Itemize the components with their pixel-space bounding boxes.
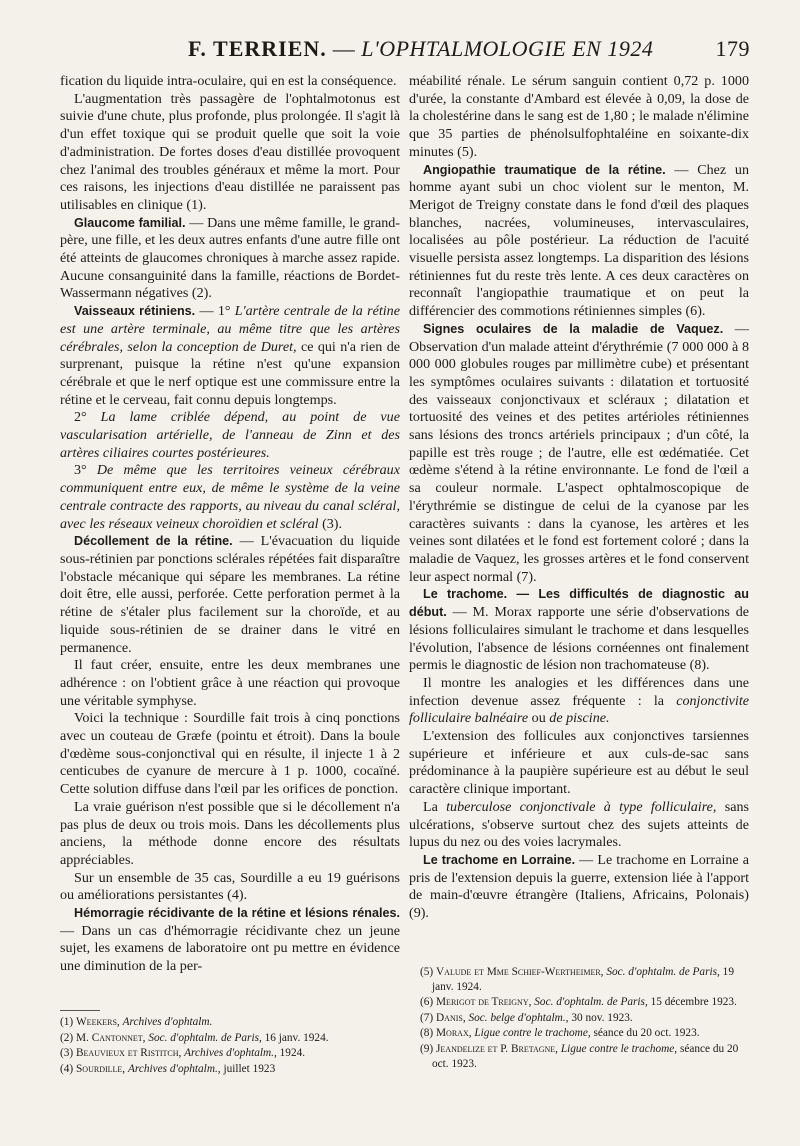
paragraph (409, 799, 749, 852)
italic-text: conjonctivite folliculaire balnéaire (409, 692, 749, 727)
footnote-date: séance du 20 oct. 1923. (432, 1042, 739, 1070)
running-title (188, 36, 653, 62)
footnote-number: (4) (60, 1062, 74, 1075)
footnote-source: Soc. d'ophtalm. de Paris, (534, 996, 648, 1009)
footnotes-right (420, 965, 755, 1072)
footnote-number: (6) (420, 996, 434, 1009)
footnote-date: 16 janv. 1924. (261, 1031, 329, 1044)
paragraph: méabilité rénale. Le sérum sanguin contient 0,72 p. 1000 d'urée, la constante d'Ambard est élevée à 0,09, la dose de la cholestérine dans le sang est de 1,80 ; le malade n'élimine que 35 parties de phénolsulfophtaléine en soixante-dix minutes (5). (409, 73, 749, 160)
section-subheading: — Les difficultés de diagnostic au début. (409, 587, 749, 620)
footnote-date: juillet 1923 (220, 1062, 276, 1075)
footnote-author: Weekers, (76, 1016, 120, 1028)
italic-text: tuberculose conjonctivale à type folliculaire, (446, 798, 717, 815)
section-hemorragie (60, 905, 400, 976)
section-angiopathie (409, 162, 749, 321)
footnote-number: (5) (420, 966, 434, 978)
section-heading: Vaisseaux rétiniens. (74, 304, 196, 319)
footnote-author: M. Cantonnet, (76, 1031, 146, 1044)
footnote-date: 19 janv. 1924. (432, 966, 734, 993)
section-text: — Chez un homme ayant subi un choc violent sur le menton, M. Merigot de Treigny constate dans le fond d'œil des plaques blanches, nacrées, volumineuses, intervasculaires, localisées au pôle postérieur. La réduction de l'acuité visuelle persista assez longtemps. La disparition des lésions rétiniennes fut du reste très lente. A ces deux caractères on reconnaît l'angiopathie traumatique et on peut la différencier des commotions rétiniennes simples (6). (409, 161, 749, 320)
reference: (3). (318, 515, 343, 532)
footnote-source: Soc. belge d'ophtalm., (468, 1011, 569, 1024)
footnote-date: 1924. (276, 1047, 306, 1060)
italic-text: La lame criblée dépend, au point de vue vascularisation artérielle, de l'anneau de Zinn et des artères ciliaires courtes postérieures. (60, 409, 400, 461)
footnote (60, 1015, 390, 1030)
section-text: — Dans un cas d'hémorragie récidivante chez un jeune sujet, les examens de laboratoire ont pu mettre en évidence une diminution de la per- (60, 922, 400, 975)
footnote-author: Merigot de Treigny, (436, 996, 532, 1009)
footnote-number: (8) (420, 1027, 434, 1040)
section-heading: Le trachome en Lorraine. (423, 852, 576, 867)
footnote-author: Sourdille, (76, 1062, 126, 1075)
footnotes-left (60, 1015, 390, 1077)
section-text: — Observation d'un malade atteint d'érythrémie (7 000 000 à 8 000 000 globules rouges par millimètre cube) et présentant les symptômes oculaires suivants : dilatation et tortuosité des vaisseaux conjonctivaux et scléraux ; dilatation et tortuosité des veines et des petites artérioles rétiniennes sans lésions des troncs artériels principaux ; d'un côté, la papille est très rouge ; de l'autre, elle est œdématiée. Cet œdème s'étend à la rétine environnante. Le fond de l'œil a sa couleur normale. L'aspect ophtalmoscopique de l'érythrémie se distingue de celui de la cyanose par les caractères suivants : dans la cyanose, les artères et les veines sont dilatées et le fond est fortement coloré ; dans la maladie de Vaquez, les grosses artères et le fond conservent leur aspect normal (7). (409, 320, 749, 585)
footnote-date: 30 nov. 1923. (568, 1011, 633, 1024)
footnote-author: Beauvieux et Ristitch, (76, 1047, 182, 1060)
item-number: 3° (74, 462, 97, 479)
text-run: La (423, 798, 447, 815)
footnote-source: Ligue contre le trachome, (474, 1027, 591, 1040)
text-run: ou (528, 710, 550, 727)
footnote-number: (3) (60, 1047, 74, 1060)
paragraph (60, 409, 400, 462)
footnote-author: Valude et Mme Schief-Wertheimer, (436, 966, 604, 978)
section-text: — M. Morax rapporte une série d'observations de lésions folliculaires simulant le trachome et dans lesquelles l'évolution, l'absence de lésions cornéennes ont finalement permis le diagnostic de lésion non trachomateuse (8). (409, 604, 749, 674)
text-run: sans ulcérations, s'observe surtout chez des sujets atteints de lupus du nez ou des voies lacrymales. (409, 798, 749, 851)
footnote (420, 1042, 755, 1071)
footnote-source: Soc. d'ophtalm. de Paris, (148, 1031, 262, 1044)
footnote (60, 1046, 390, 1061)
section-vaisseaux (60, 303, 400, 409)
italic-text: De même que les territoires veineux cérébraux communiquent entre eux, de même le système de la veine centrale contracte des rapports, au niveau du canal scléral, avec les réseaux veineux choroïdien et scléral (60, 462, 400, 532)
left-column (60, 73, 400, 976)
section-heading: Glaucome familial. (74, 215, 186, 230)
section-decollement (60, 533, 400, 657)
footnote-source: Archives d'ophtalm., (127, 1062, 221, 1075)
footnote-source: Archives d'ophtalm., (184, 1047, 277, 1060)
paragraph (409, 675, 749, 728)
footnote (420, 1026, 755, 1041)
section-heading: Le trachome. (423, 587, 508, 602)
footnote-author: Danis, (436, 1011, 466, 1024)
section-text: — L'évacuation du liquide sous-rétinien par ponctions sclérales répétées fait disparaître l'obstacle mécanique qui sépare les membranes. La rétine doit être, elle aussi, perforée. Cette perforation permet à la rétine de s'étaler plus facilement sur la choroïde, et au liquide sous-rétinien de se drainer dans le vitré en permanence. (60, 533, 400, 656)
italic-text: L'artère centrale de la rétine est une artère terminale, au même titre que les artères cérébrales, selon la conception de Duret, (60, 303, 400, 355)
right-column (409, 73, 749, 923)
text-run: Il montre les analogies et les différences dans une infection devenue assez fréquente : la (409, 674, 749, 709)
footnote-author: Jeandelize et P. Bretagne, (436, 1042, 558, 1055)
footnote-number: (9) (420, 1042, 434, 1055)
footnote-number: (7) (420, 1011, 434, 1024)
section-glaucome (60, 215, 400, 304)
section-text: ce qui n'a rien de surprenant, puisque la rétine n'est qu'une expansion cérébrale et que le nerf optique est une commissure entre la rétine et le cerveau, fait connu depuis longtemps. (60, 338, 400, 408)
footnote (420, 995, 755, 1010)
section-text: — Le trachome en Lorraine a pris de l'extension depuis la guerre, extension liée à l'apport de main-d'œuvre étrangère (Italiens, Africains, Polonais) (9). (409, 851, 749, 922)
footnote (60, 1031, 390, 1046)
paragraph: La vraie guérison n'est possible que si le décollement n'a pas plus de deux ou trois mois. Dans les décollements plus anciens, la méthode donne encore des résultats appréciables. (60, 798, 400, 868)
footnote (60, 1062, 390, 1077)
section-heading: Décollement de la rétine. (74, 534, 233, 549)
footnote-rule (60, 1010, 100, 1011)
header-book-title: L'OPHTALMOLOGIE EN 1924 (361, 36, 654, 61)
section-heading: Hémorragie récidivante de la rétine et lésions rénales. (74, 906, 400, 921)
footnote-date: séance du 20 oct. 1923. (590, 1027, 700, 1040)
footnote-source: Ligue contre le trachome, (560, 1042, 678, 1055)
section-heading: Signes oculaires de la maladie de Vaquez. (423, 321, 724, 336)
header-author: F. TERRIEN. (188, 36, 327, 61)
paragraph: fication du liquide intra-oculaire, qui en est la conséquence. (60, 73, 397, 89)
footnote-source: Archives d'ophtalm. (122, 1016, 213, 1028)
paragraph (60, 462, 400, 533)
section-vaquez (409, 321, 749, 587)
item-number: 2° (74, 409, 101, 426)
section-text: — 1° (195, 303, 235, 320)
page-number: 179 (715, 36, 750, 61)
paragraph: Voici la technique : Sourdille fait trois à cinq ponctions avec un couteau de Græfe (pointu et étroit). Dans la boule d'œdème sous-conjonctival qui en résulte, il injecte 1 à 2 centicubes de cyanure de mercure à 1 p. 1000, cocaïné. Cette solution diffuse dans l'œil par les orifices de ponction. (60, 710, 400, 798)
section-heading: Angiopathie traumatique de la rétine. (423, 162, 666, 177)
header-dash: — (332, 36, 356, 61)
italic-text: de piscine. (549, 710, 610, 727)
footnote-number: (2) (60, 1031, 74, 1044)
paragraph: Sur un ensemble de 35 cas, Sourdille a eu 19 guérisons ou améliorations persistantes (4). (60, 869, 400, 904)
footnote-number: (1) (60, 1016, 74, 1028)
paragraph: Il faut créer, ensuite, entre les deux membranes une adhérence : on l'obtient grâce à une réaction qui provoque une véritable symphyse. (60, 657, 400, 709)
footnote-source: Soc. d'ophtalm. de Paris, (606, 966, 720, 978)
paragraph: L'augmentation très passagère de l'ophtalmotonus est suivie d'une chute, plus profonde, plus prolongée. Il s'agit là d'un effet toxique qui se produit quelle que soit la voie d'administration. De fortes doses d'eau distillée provoquent chez l'animal des troubles généraux et même la mort. Pour ces raisons, les injections d'eau distillée ne paraissent pas utilisables en clinique (1). (60, 90, 400, 213)
paragraph: L'extension des follicules aux conjonctives tarsiennes supérieure et inférieure et aux culs-de-sac sans prédominance à la paupière supérieure est au début le seul caractère clinique important. (409, 728, 749, 798)
section-trachome (409, 586, 749, 675)
footnote (420, 1011, 755, 1026)
running-header (60, 36, 750, 66)
footnote-date: 15 décembre 1923. (647, 996, 737, 1009)
footnote-author: Morax, (436, 1027, 472, 1040)
footnote (420, 965, 755, 994)
section-text: — Dans une même famille, le grand-père, une fille, et les deux autres enfants d'une autre fille ont été atteints de glaucomes chroniques à marche assez rapide. Aucune consanguinité dans la famille, réactions de Bordet-Wassermann négatives (2). (60, 214, 400, 302)
section-lorraine (409, 852, 749, 923)
